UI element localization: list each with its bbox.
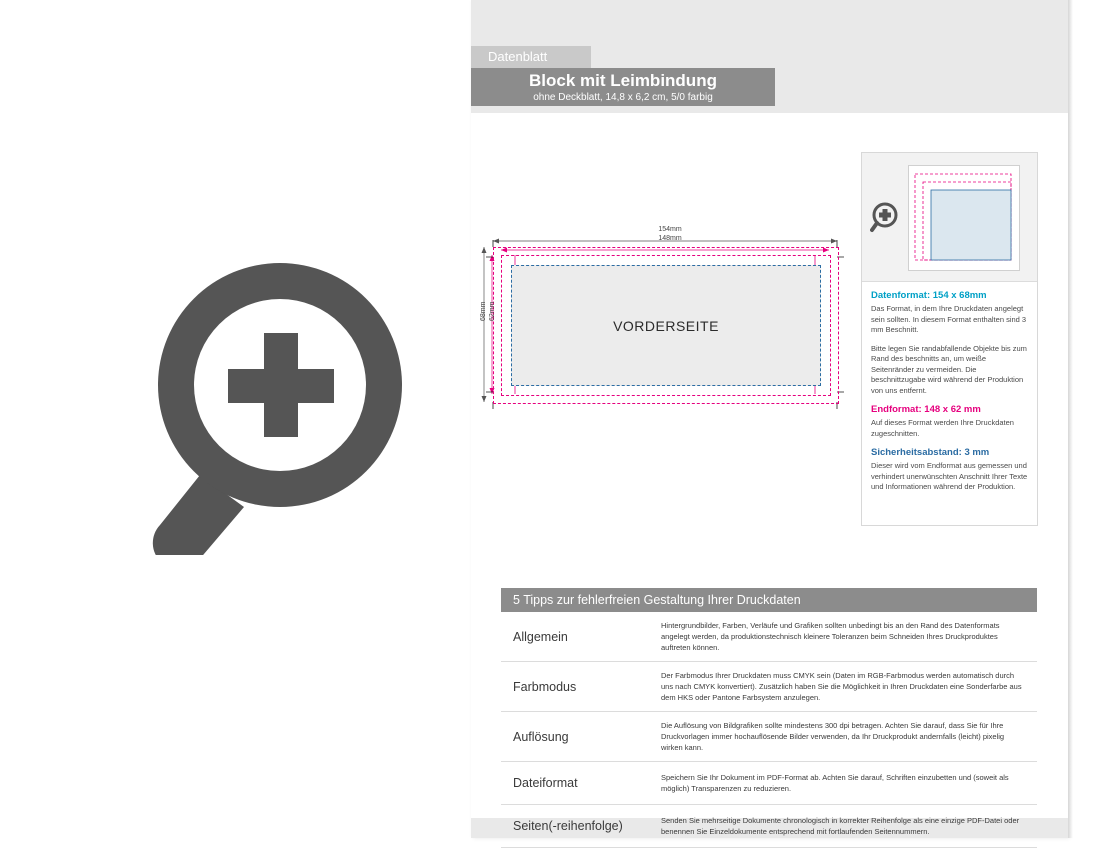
legend-thumbnail — [908, 165, 1020, 271]
tips-row-label: Farbmodus — [513, 679, 577, 694]
tips-row-label: Auflösung — [513, 729, 569, 744]
side-trim-dimension-label: 62mm — [489, 301, 496, 321]
legend-thumbnail-area — [862, 153, 1037, 282]
legend-thumbnail-drawing — [909, 166, 1017, 268]
table-row — [501, 662, 1037, 712]
legend-item-safety-distance — [871, 447, 1028, 493]
bleed-dimension-label: 154mm — [658, 226, 682, 233]
legend-card — [861, 152, 1038, 526]
legend-paragraph: Auf dieses Format werden Ihre Druckdaten zugeschnitten. — [871, 418, 1014, 438]
side-bleed-dimension-label: 68mm — [480, 301, 487, 321]
tips-row-text: Speichern Sie Ihr Dokument im PDF-Format ab. Achten Sie darauf, Schriften einzubetten und (soweit als möglich) Transparenzen zu reduzieren. — [661, 773, 1009, 793]
legend-heading: Sicherheitsabstand: 3 mm — [871, 447, 990, 458]
magnifier-small-icon — [870, 201, 904, 235]
tips-table — [501, 588, 1037, 848]
legend-paragraph: Dieser wird vom Endformat aus gemessen und verhindert unerwünschten Anschnitt Ihrer Texte und Informationen während der Produktion. — [871, 461, 1028, 491]
safety-box — [511, 265, 821, 386]
format-preview — [480, 225, 850, 410]
legend-item-trim-format — [871, 404, 1028, 439]
legend-paragraph: Das Format, in dem Ihre Druckdaten angelegt sein sollten. In diesem Format enthalten sind 3 mm Beschnitt. — [871, 304, 1027, 334]
tips-row-label: Seiten(-reihenfolge) — [513, 819, 623, 833]
side-dimension-labels — [479, 301, 497, 321]
table-row — [501, 762, 1037, 805]
tips-row-text: Hintergrundbilder, Farben, Verläufe und Grafiken sollten unbedingt bis an den Rand des Datenformats angelegt werden, da produktionstechnisch kleinere Toleranzen beim Schneiden Ihres Druckproduktes auftreten können. — [661, 621, 1000, 652]
tips-row-label: Allgemein — [513, 629, 568, 644]
title-bar — [471, 68, 775, 106]
legend-heading: Endformat: 148 x 62 mm — [871, 404, 981, 415]
magnifier-zoom-icon — [100, 255, 420, 555]
page-subtitle: ohne Deckblatt, 14,8 x 6,2 cm, 5/0 farbig — [533, 92, 713, 103]
legend-paragraph: Bitte legen Sie randabfallende Objekte bis zum Rand des beschnitts an, um weiße Seitenränder zu vermeiden. Die beschnittzugabe wird während der Produktion von uns entfernt. — [871, 343, 1027, 395]
legend-body — [862, 282, 1037, 493]
page-title: Block mit Leimbindung — [529, 71, 717, 90]
sheet-shadow — [1068, 0, 1073, 838]
table-row — [501, 805, 1037, 848]
tips-row-text: Der Farbmodus Ihrer Druckdaten muss CMYK sein (Daten im RGB-Farbmodus werden automatisch durch uns nach CMYK konvertiert). Zusätzlich haben Sie die Möglichkeit in Ihren Druckdaten eine Sonderfarbe aus dem HKS oder Pantone Farbsystem anzulegen. — [661, 671, 1022, 702]
trim-dimension-label: 148mm — [658, 235, 682, 242]
datasheet-tab: Datenblatt — [471, 46, 591, 68]
legend-item-data-format — [871, 290, 1028, 396]
tips-row-text: Senden Sie mehrseitige Dokumente chronologisch in korrekter Reihenfolge als eine einzige PDF-Datei oder benennen Sie Einzeldokumente entsprechend mit fortlaufenden Seitennummern. — [661, 816, 1020, 836]
tips-row-label: Dateiformat — [513, 776, 578, 790]
table-row — [501, 712, 1037, 762]
tips-table-title: 5 Tipps zur fehlerfreien Gestaltung Ihrer Druckdaten — [501, 588, 1037, 612]
legend-heading: Datenformat: 154 x 68mm — [871, 290, 987, 301]
sheet-right-edge — [1068, 0, 1117, 838]
page-side-label: VORDERSEITE — [613, 317, 719, 334]
table-row — [501, 612, 1037, 662]
tips-row-text: Die Auflösung von Bildgrafiken sollte mindestens 300 dpi betragen. Achten Sie darauf, dass Sie für Ihre Druckvorlagen immer hochauflösende Bilder verwenden, da Ihr Druckprodukt andernfalls (leicht) pixelig wirken kann. — [661, 721, 1005, 752]
